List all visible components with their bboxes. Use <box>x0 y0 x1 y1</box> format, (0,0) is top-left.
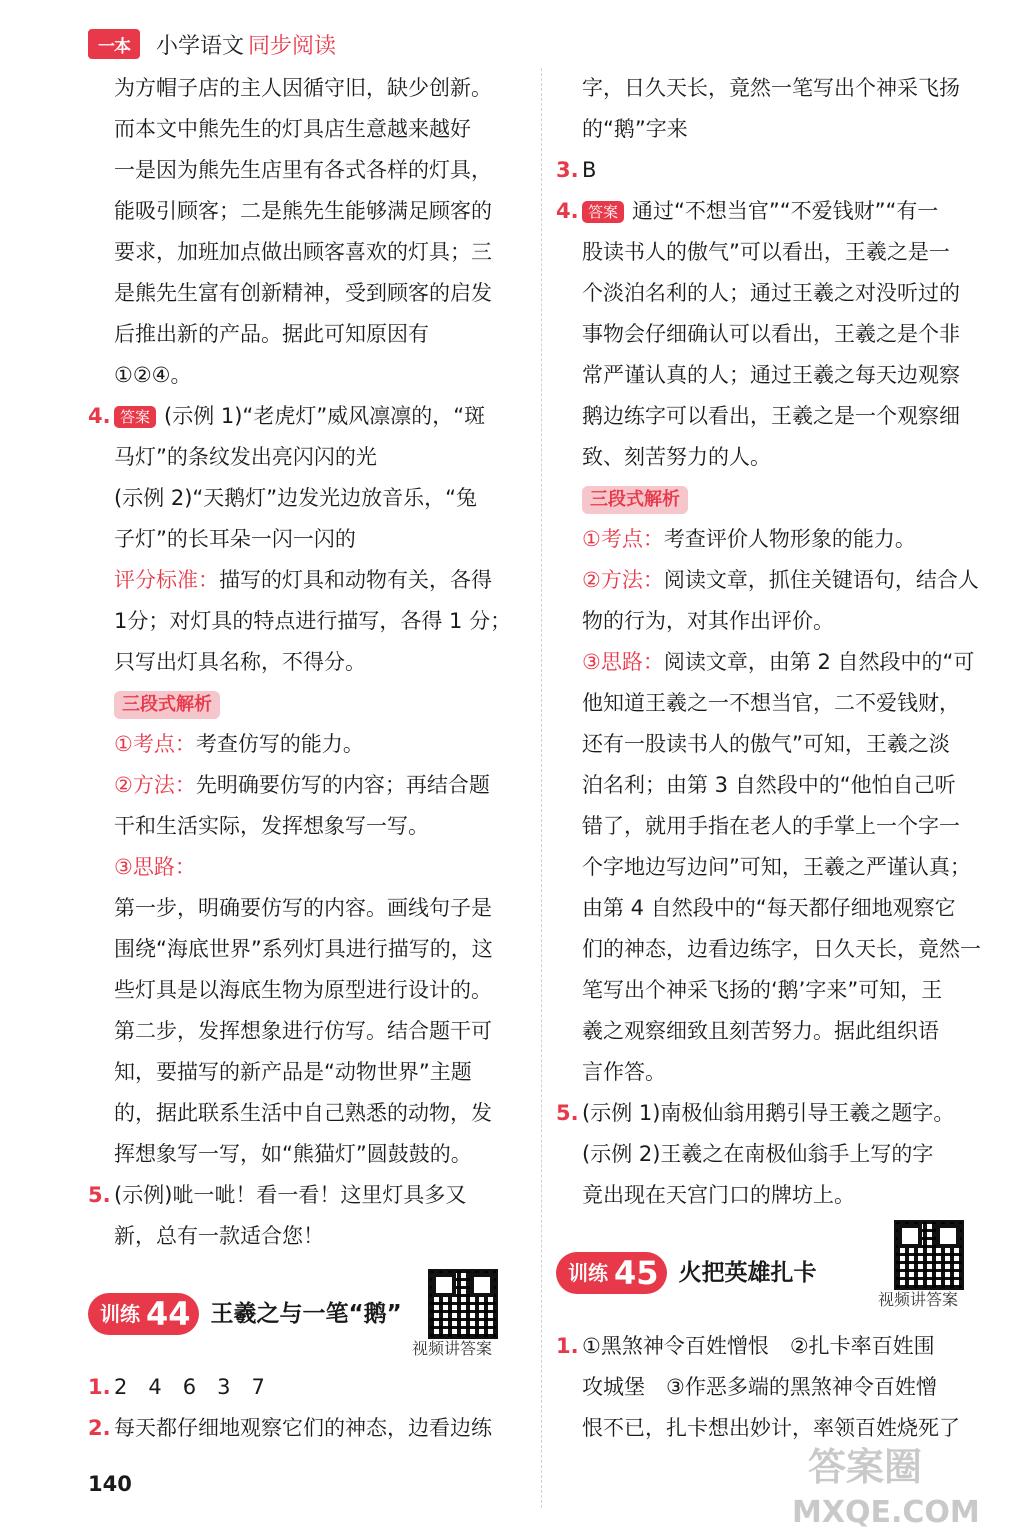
text-line: 知，要描写的新产品是“动物世界”主题 <box>114 1060 472 1084</box>
text-line: ①黑煞神令百姓憎恨 ②扎卡率百姓围 <box>582 1334 935 1358</box>
text-line: 通过“不想当官”“不爱钱财”“有一 <box>632 199 939 223</box>
answer-3 <box>556 150 992 191</box>
question-number: 1. <box>88 1375 111 1399</box>
question-number: 5. <box>88 1183 111 1207</box>
text-line: 第一步，明确要仿写的内容。画线句子是 <box>114 896 492 920</box>
text-line: 先明确要仿写的内容；再结合题 <box>195 773 490 797</box>
text-line: 常严谨认真的人；通过王羲之每天边观察 <box>582 363 960 387</box>
text-line: 能吸引顾客；二是熊先生能够满足顾客的 <box>114 199 492 223</box>
training-number: 44 <box>146 1294 191 1333</box>
text-line: 为方帽子店的主人因循守旧，缺少创新。 <box>114 76 492 100</box>
column-divider <box>541 68 542 1508</box>
text-line: 而本文中熊先生的灯具店生意越来越好 <box>114 117 471 141</box>
text-line: 第二步，发挥想象进行仿写。结合题干可 <box>114 1019 492 1043</box>
text-line: 错了，就用手指在老人的手掌上一个字一 <box>582 814 960 838</box>
text-line: 致、刻苦努力的人。 <box>582 445 771 469</box>
text-line: 泊名利；由第 3 自然段中的“他怕自己听 <box>582 773 956 797</box>
text-line: 考查仿写的能力。 <box>195 732 364 756</box>
text-line: 是熊先生富有创新精神，受到顾客的启发 <box>114 281 492 305</box>
text-line: 羲之观察细致且刻苦努力。据此组织语 <box>582 1019 939 1043</box>
text-line: 股读书人的傲气”可以看出，王羲之是一 <box>582 240 950 264</box>
text-line: 只写出灯具名称，不得分。 <box>114 650 366 674</box>
answer-5 <box>88 1175 530 1257</box>
text-line: 个字地边写边问”可知，王羲之严谨认真； <box>582 855 971 879</box>
text-line: 恨不已，扎卡想出妙计，率领百姓烧死了 <box>582 1416 960 1440</box>
text-line: 每天都仔细地观察它们的神态，边看边练 <box>114 1416 492 1440</box>
text-line: 1分；对灯具的特点进行描写，各得 1 分； <box>114 609 512 633</box>
training-44-header <box>88 1275 530 1358</box>
text-line: 字，日久天长，竟然一笔写出个神采飞扬 <box>582 76 960 100</box>
text-line: 个淡泊名利的人；通过王羲之对没听过的 <box>582 281 960 305</box>
training-title: 王羲之与一笔“鹅” <box>210 1300 402 1327</box>
question-number: 5. <box>556 1101 579 1125</box>
text-line: 事物会仔细确认可以看出，王羲之是个非 <box>582 322 960 346</box>
silu-label: ③思路： <box>114 855 196 879</box>
kaodian-label: ①考点： <box>114 732 196 756</box>
text-line: 言作答。 <box>582 1060 666 1084</box>
text-line: 的，据此联系生活中自己熟悉的动物，发 <box>114 1101 492 1125</box>
training-badge <box>556 1252 667 1294</box>
text-line: 还有一股读书人的傲气”可知，王羲之淡 <box>582 732 950 756</box>
silu-label: ③思路： <box>582 650 664 674</box>
training-number: 45 <box>614 1253 659 1292</box>
training-title: 火把英雄扎卡 <box>678 1259 817 1286</box>
analysis-heading: 三段式解析 <box>114 691 220 719</box>
text-line: (示例 2)王羲之在南极仙翁手上写的字 <box>582 1142 934 1166</box>
text-line: 子灯”的长耳朵一闪一闪的 <box>114 527 356 551</box>
text-line: 些灯具是以海底生物为原型进行设计的。 <box>114 978 492 1002</box>
text-line: 笔写出个神采飞扬的‘鹅’字来”可知，王 <box>582 978 943 1002</box>
answer-tag: 答案 <box>114 406 156 428</box>
watermark-url: MXQE.COM <box>792 1495 980 1530</box>
fangfa-label: ②方法： <box>582 568 664 592</box>
question-number: 1. <box>556 1334 579 1358</box>
answer-4 <box>88 396 530 683</box>
continued-answer <box>88 68 530 396</box>
book-subtitle: 同步阅读 <box>248 33 337 59</box>
text-line: 干和生活实际，发挥想象写一写。 <box>114 814 429 838</box>
scoring-label: 评分标准： <box>114 568 219 592</box>
page-number: 140 <box>88 1472 132 1496</box>
text-line: 一是因为熊先生店里有各式各样的灯具， <box>114 158 492 182</box>
page-header <box>88 24 336 64</box>
text-line: 由第 4 自然段中的“每天都仔细地观察它 <box>582 896 956 920</box>
training-45-header <box>556 1234 992 1312</box>
watermark-text: 答案圈 <box>808 1445 923 1489</box>
text-line: 围绕“海底世界”系列灯具进行描写的，这 <box>114 937 493 961</box>
answer-1 <box>556 1326 992 1449</box>
training-label: 训练 <box>100 1301 140 1326</box>
text-line: 描写的灯具和动物有关，各得 <box>219 568 492 592</box>
answer-2 <box>88 1408 530 1449</box>
right-column <box>556 68 992 1449</box>
text-line: (示例 2)“天鹅灯”边发光边放音乐，“兔 <box>114 486 478 510</box>
text-line: (示例)呲一呲！看一看！这里灯具多又 <box>114 1183 467 1207</box>
training-badge <box>88 1293 199 1335</box>
brand-logo: 一本 <box>88 29 140 59</box>
analysis-heading: 三段式解析 <box>582 486 688 514</box>
text-line: 攻城堡 ③作恶多端的黑煞神令百姓憎 <box>582 1375 937 1399</box>
analysis-block <box>88 683 530 1175</box>
text-line: (示例 1)“老虎灯”威风凛凛的，“斑 <box>164 404 486 428</box>
analysis-block <box>556 478 992 1093</box>
continued-answer <box>556 68 992 150</box>
text-line: 竟出现在天宫门口的牌坊上。 <box>582 1183 855 1207</box>
answer-5 <box>556 1093 992 1216</box>
text-line: ①②④。 <box>114 363 192 387</box>
text-line: 后推出新的产品。据此可知原因有 <box>114 322 429 346</box>
question-number: 2. <box>88 1416 111 1440</box>
answer-1 <box>88 1367 530 1408</box>
left-column <box>88 68 530 1449</box>
qr-code-icon[interactable] <box>894 1220 964 1290</box>
fangfa-label: ②方法： <box>114 773 196 797</box>
text-line: 鹅边练字可以看出，王羲之是一个观察细 <box>582 404 960 428</box>
question-number: 4. <box>556 199 579 223</box>
training-label: 训练 <box>568 1260 608 1285</box>
book-title: 小学语文 <box>156 33 245 59</box>
answer-4 <box>556 191 992 478</box>
text-line: 们的神态，边看边练字，日久天长，竟然一 <box>582 937 981 961</box>
qr-label: 视频讲答案 <box>878 1290 959 1309</box>
text-line: 马灯”的条纹发出亮闪闪的光 <box>114 445 377 469</box>
qr-code-icon[interactable] <box>428 1269 498 1339</box>
qr-label: 视频讲答案 <box>412 1339 493 1358</box>
text-line: 2 4 6 3 7 <box>114 1375 265 1399</box>
question-number: 3. <box>556 158 579 182</box>
text-line: 物的行为，对其作出评价。 <box>582 609 834 633</box>
kaodian-label: ①考点： <box>582 527 664 551</box>
text-line: 阅读文章，由第 2 自然段中的“可 <box>663 650 975 674</box>
text-line: 他知道王羲之一不想当官，二不爱钱财， <box>582 691 960 715</box>
answer-tag: 答案 <box>582 201 624 223</box>
text-line: 阅读文章，抓住关键语句，结合人 <box>663 568 979 592</box>
text-line: 的“鹅”字来 <box>582 117 688 141</box>
question-number: 4. <box>88 404 111 428</box>
text-line: 挥想象写一写，如“熊猫灯”圆鼓鼓的。 <box>114 1142 472 1166</box>
text-line: B <box>582 158 597 182</box>
watermark-logo <box>788 1438 1004 1530</box>
text-line: 新，总有一款适合您！ <box>114 1224 324 1248</box>
text-line: (示例 1)南极仙翁用鹅引导王羲之题字。 <box>582 1101 955 1125</box>
text-line: 考查评价人物形象的能力。 <box>663 527 916 551</box>
text-line: 要求，加班加点做出顾客喜欢的灯具；三 <box>114 240 492 264</box>
